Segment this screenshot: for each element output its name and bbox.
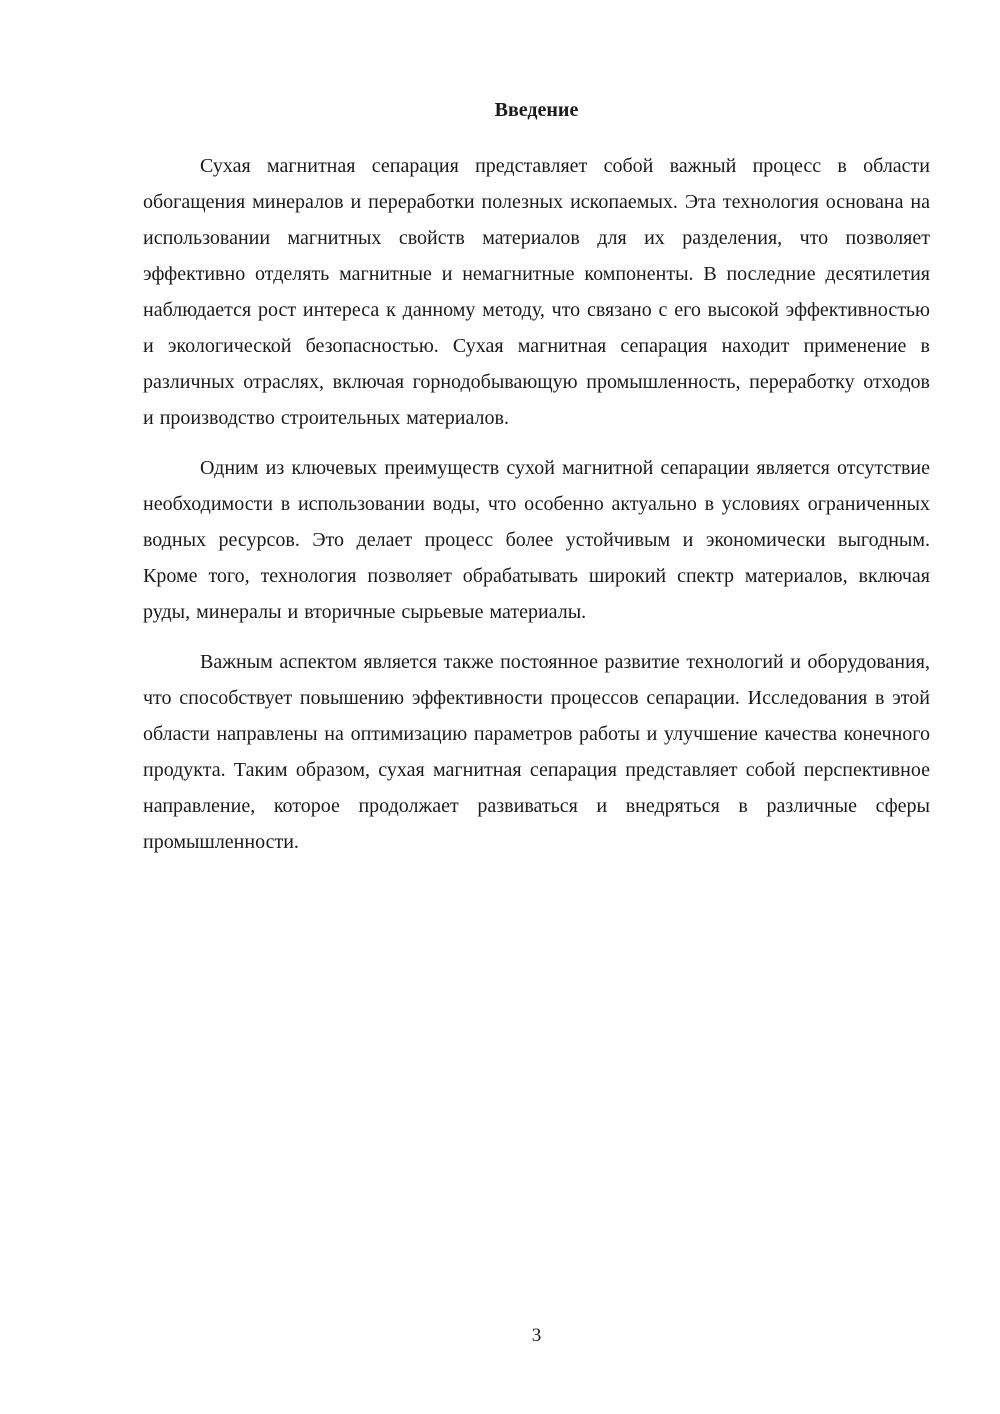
- page-title: Введение: [494, 99, 579, 121]
- paragraph-introduction-3: Важным аспектом является также постоянное развитие технологий и оборудования, что способствует повышению эффективности процессов сепарации. Исследования в этой области направлены на оптимизацию параметров работы и улучшение качества конечного продукта. Таким образом, сухая магнитная сепарация представляет собой перспективное направление, которое продолжает развиваться и внедряться в различные сферы промышленности.: [143, 651, 930, 853]
- paragraph-introduction-2: Одним из ключевых преимуществ сухой магнитной сепарации является отсутствие необходимости в использовании воды, что особенно актуально в условиях ограниченных водных ресурсов. Это делает процесс более устойчивым и экономически выгодным. Кроме того, технология позволяет обрабатывать широкий спектр материалов, включая руды, минералы и вторичные сырьевые материалы.: [143, 457, 930, 623]
- paragraph-introduction-1: Сухая магнитная сепарация представляет собой важный процесс в области обогащения минералов и переработки полезных ископаемых. Эта технология основана на использовании магнитных свойств материалов для их разделения, что позволяет эффективно отделять магнитные и немагнитные компоненты. В последние десятилетия наблюдается рост интереса к данному методу, что связано с его высокой эффективностью и экологической безопасностью. Сухая магнитная сепарация находит применение в различных отраслях, включая горнодобывающую промышленность, переработку отходов и производство строительных материалов.: [143, 155, 930, 429]
- page-number: 3: [531, 1325, 542, 1346]
